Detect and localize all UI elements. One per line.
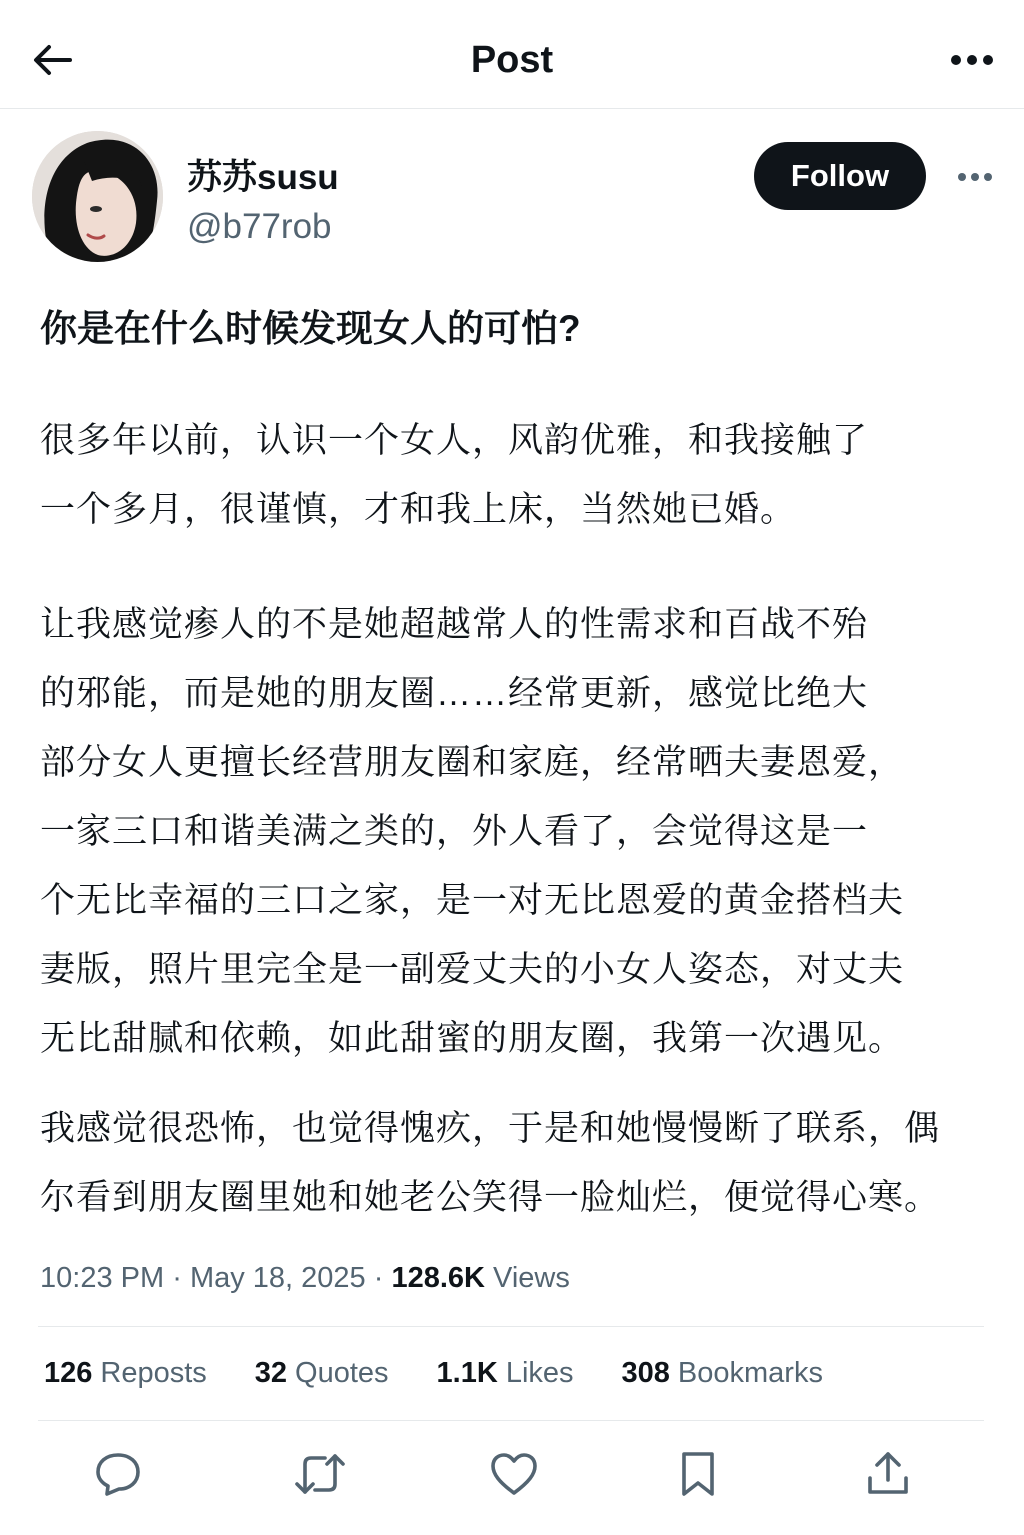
- header-more-button[interactable]: [946, 40, 998, 80]
- post-line: 个无比幸福的三口之家，是一对无比恩爱的黄金搭档夫: [40, 881, 905, 920]
- heart-icon: [489, 1451, 539, 1497]
- stat-count: 1.1K: [436, 1357, 498, 1389]
- post-line: 妻版，照片里完全是一副爱丈夫的小女人姿态，对丈夫: [40, 950, 905, 989]
- author-display-name[interactable]: 苏苏susu: [187, 158, 339, 197]
- reply-button[interactable]: [90, 1446, 146, 1502]
- stat-label: Reposts: [100, 1357, 207, 1389]
- stat-count: 32: [254, 1357, 288, 1389]
- views-label: Views: [493, 1262, 570, 1294]
- likes-stat[interactable]: [437, 1351, 574, 1395]
- post-time[interactable]: 10:23 PM: [40, 1262, 165, 1294]
- post-line: 我感觉很恐怖，也觉得愧疚，于是和她慢慢断了联系，偶: [40, 1109, 941, 1148]
- post-title: 你是在什么时候发现女人的可怕?: [40, 308, 581, 349]
- post-paragraph-2: [40, 590, 985, 1073]
- repost-button[interactable]: [292, 1446, 348, 1502]
- engagement-stats: [44, 1351, 871, 1395]
- share-button[interactable]: [860, 1446, 916, 1502]
- post-line: 尔看到朋友圈里她和她老公笑得一脸灿烂，便觉得心寒。: [40, 1178, 941, 1217]
- more-horizontal-icon: [957, 172, 993, 182]
- page-title: Post: [470, 39, 554, 81]
- stat-label: Quotes: [295, 1357, 389, 1389]
- divider: [38, 1420, 984, 1421]
- bookmark-button[interactable]: [670, 1446, 726, 1502]
- more-horizontal-icon: [950, 54, 994, 66]
- share-icon: [866, 1450, 910, 1498]
- author-handle[interactable]: @b77rob: [187, 207, 332, 246]
- stat-count: 308: [621, 1357, 670, 1389]
- follow-button[interactable]: Follow: [754, 142, 926, 210]
- post-line: 部分女人更擅长经营朋友圈和家庭，经常晒夫妻恩爱，: [40, 743, 905, 782]
- like-button[interactable]: [486, 1446, 542, 1502]
- meta-separator: ·: [172, 1262, 182, 1294]
- post-line: 让我感觉瘆人的不是她超越常人的性需求和百战不殆: [40, 605, 869, 644]
- post-paragraph-1: [40, 406, 985, 544]
- post-line: 无比甜腻和依赖，如此甜蜜的朋友圈，我第一次遇见。: [40, 1019, 905, 1058]
- post-line: 一个多月，很谨慎，才和我上床，当然她已婚。: [40, 490, 797, 529]
- stat-label: Bookmarks: [677, 1357, 823, 1389]
- post-line: 一家三口和谐美满之类的，外人看了，会觉得这是一: [40, 812, 869, 851]
- post-more-button[interactable]: [950, 158, 1000, 196]
- repost-icon: [293, 1452, 347, 1496]
- stat-count: 126: [44, 1357, 93, 1389]
- post-line: 的邪能，而是她的朋友圈……经常更新，感觉比绝大: [40, 674, 869, 713]
- post-meta: [40, 1256, 570, 1300]
- avatar-illustration: [32, 131, 163, 262]
- post-line: 很多年以前，认识一个女人，风韵优雅，和我接触了: [40, 421, 869, 460]
- divider: [38, 1326, 984, 1327]
- reply-icon: [94, 1451, 142, 1497]
- bookmark-icon: [678, 1450, 718, 1498]
- views-count: 128.6K: [391, 1262, 485, 1294]
- avatar[interactable]: [32, 131, 163, 262]
- meta-separator: ·: [373, 1262, 384, 1294]
- stat-label: Likes: [505, 1357, 574, 1389]
- quotes-stat[interactable]: [255, 1351, 389, 1395]
- reposts-stat[interactable]: [44, 1351, 207, 1395]
- post-paragraph-3: [40, 1094, 985, 1232]
- bookmarks-stat[interactable]: [622, 1351, 823, 1395]
- post-date[interactable]: May 18, 2025: [189, 1262, 366, 1294]
